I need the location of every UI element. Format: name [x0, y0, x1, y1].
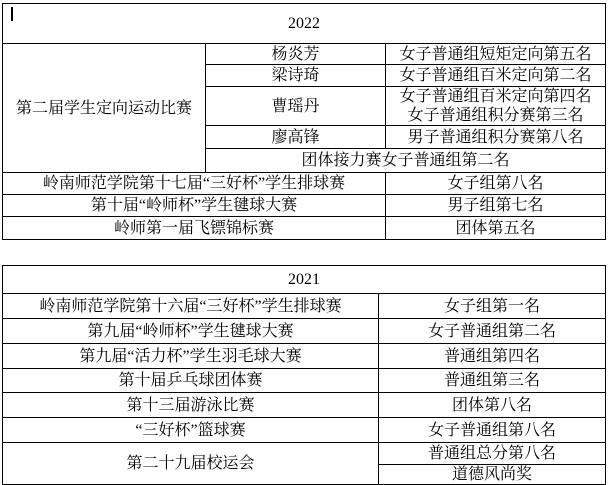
result-cell[interactable]: 团体第五名	[386, 217, 606, 240]
year-header-2022[interactable]: 2022	[3, 4, 606, 44]
result-cell[interactable]: 男子组第七名	[386, 195, 606, 217]
result-cell[interactable]: 女子普通组第八名	[379, 418, 606, 443]
team-relay-result-cell[interactable]: 团体接力赛女子普通组第二名	[206, 149, 606, 173]
event-cell[interactable]: 岭南师范学院第十七届“三好杯”学生排球赛	[3, 173, 386, 195]
athlete-name-cell[interactable]: 杨炎芳	[206, 44, 386, 65]
result-line: 女子普通组百米定向第四名	[399, 88, 592, 105]
athlete-name-cell[interactable]: 曹瑶丹	[206, 87, 386, 126]
event-cell-school-games[interactable]: 第二十九届校运会	[3, 443, 379, 485]
result-cell[interactable]: 女子普通组第二名	[379, 319, 606, 344]
result-cell[interactable]: 女子普通组短矩定向第五名	[386, 44, 606, 65]
result-line: 女子普通组积分赛第三名	[407, 107, 584, 124]
result-cell[interactable]: 男子普通组积分赛第八名	[386, 126, 606, 149]
awards-table-2021	[2, 265, 606, 485]
event-cell[interactable]: 岭南师范学院第十六届“三好杯”学生排球赛	[3, 294, 379, 319]
awards-table-2022	[2, 3, 606, 240]
result-cell[interactable]	[386, 87, 606, 126]
event-cell-orienteering[interactable]: 第二届学生定向运动比赛	[3, 44, 206, 173]
athlete-name-cell[interactable]: 梁诗琦	[206, 65, 386, 87]
event-cell[interactable]: 第十三届游泳比赛	[3, 393, 379, 418]
event-cell[interactable]: 第十届乒乓球团体赛	[3, 369, 379, 393]
result-cell[interactable]: 普通组第三名	[379, 369, 606, 393]
result-cell[interactable]: 女子组第一名	[379, 294, 606, 319]
year-header-2021[interactable]: 2021	[3, 266, 606, 294]
event-cell[interactable]: 第十届“岭师杯”学生毽球大赛	[3, 195, 386, 217]
athlete-name-cell[interactable]: 廖高锋	[206, 126, 386, 149]
result-cell[interactable]: 道德风尚奖	[379, 465, 606, 485]
result-cell[interactable]: 女子组第八名	[386, 173, 606, 195]
event-cell[interactable]: 岭师第一届飞镖锦标赛	[3, 217, 386, 240]
result-cell[interactable]: 普通组总分第八名	[379, 443, 606, 465]
result-cell[interactable]: 团体第八名	[379, 393, 606, 418]
event-cell[interactable]: 第九届“活力杯”学生羽毛球大赛	[3, 344, 379, 369]
event-cell[interactable]: 第九届“岭师杯”学生毽球大赛	[3, 319, 379, 344]
result-cell[interactable]: 普通组第四名	[379, 344, 606, 369]
result-cell[interactable]: 女子普通组百米定向第二名	[386, 65, 606, 87]
event-cell[interactable]: “三好杯”篮球赛	[3, 418, 379, 443]
